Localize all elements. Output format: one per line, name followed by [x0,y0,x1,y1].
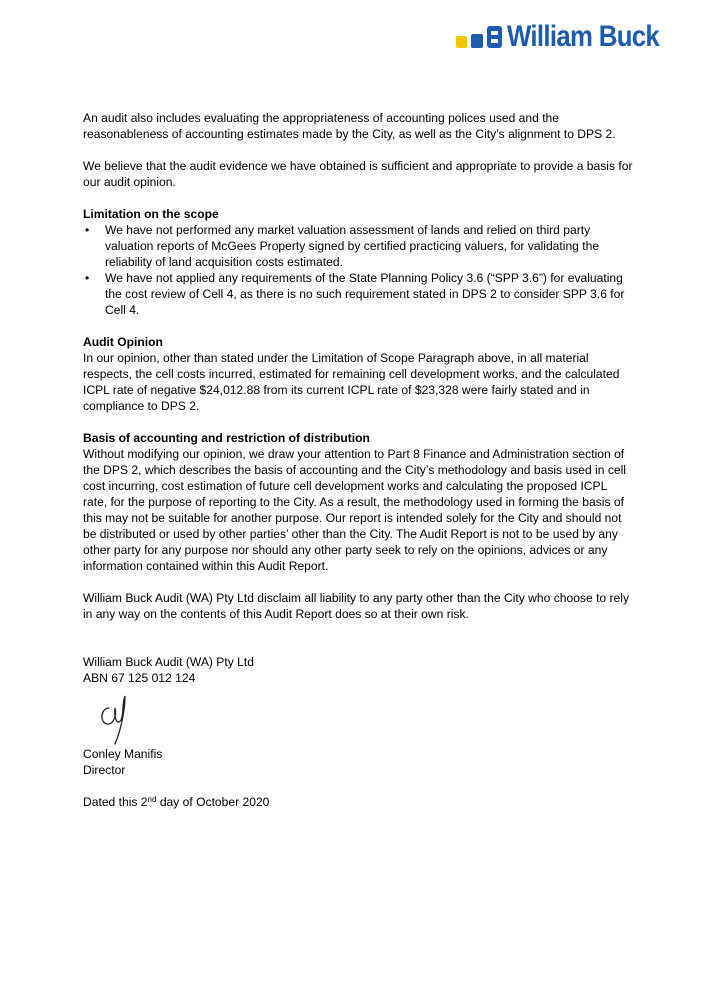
limitation-heading: Limitation on the scope [83,207,219,221]
basis-paragraph: Without modifying our opinion, we draw your attention to Part 8 Finance and Administration section of the DPS 2, which describes the basis of accounting and the City’s methodology and basis used in cell cost incurring, cost estimation of future cell development works and calculating the proposed ICPL rate, for the purpose of reporting to the City. As a result, the methodology used in forming the basis of this may not be suitable for another purpose. Our report is intended solely for the City and should not be distributed or used by other parties’ other than the City. The Audit Report is not to be used by any other party for any purpose nor should any other party seek to rely on the opinions, advices or any information contained within this Audit Report. [83,447,626,573]
letter-body [83,110,633,810]
logo-mark-icon [456,26,504,48]
audit-opinion-paragraph: In our opinion, other than stated under the Limitation of Scope Paragraph above, in all material respects, the cell costs incurred, estimated for remaining cell development works, and the calculated ICPL rate of negative $24,012.88 from its current ICPL rate of $23,328 were fairly stated and in compliance to DPS 2. [83,351,620,413]
audit-evidence-paragraph: We believe that the audit evidence we have obtained is sufficient and appropriate to provide a basis for our audit opinion. [83,159,633,189]
firm-name: William Buck Audit (WA) Pty Ltd [83,655,254,669]
abn: ABN 67 125 012 124 [83,671,196,685]
logo-text: William Buck [507,20,660,53]
signature-icon [95,694,135,746]
dated-line: Dated this 2nd day of October 2020 [83,795,270,809]
disclaimer-paragraph: William Buck Audit (WA) Pty Ltd disclaim all liability to any party other than the City who choose to rely in any way on the contents of this Audit Report does so at their own risk. [83,591,630,621]
limitation-list [83,222,633,318]
signatory-title: Director [83,763,126,777]
audit-opinion-heading: Audit Opinion [83,335,163,349]
basis-heading: Basis of accounting and restriction of distribution [83,431,370,445]
signatory-name: Conley Manifis [83,747,163,761]
list-item: • We have not applied any requirements of the State Planning Policy 3.6 (“SPP 3.6”) for evaluating the cost review of Cell 4, as there is no such requirement stated in DPS 2 to consider SPP 3.6 for Cell 4. [85,271,625,317]
audit-evaluation-paragraph: An audit also includes evaluating the appropriateness of accounting polices used and the reasonableness of accounting estimates made by the City, as well as the City’s alignment to DPS 2. [83,111,616,141]
list-item: • We have not performed any market valuation assessment of lands and relied on third party valuation reports of McGees Property signed by certified practicing valuers, for validating the reliability of land acquisition costs estimated. [85,223,600,269]
signature [83,686,633,746]
